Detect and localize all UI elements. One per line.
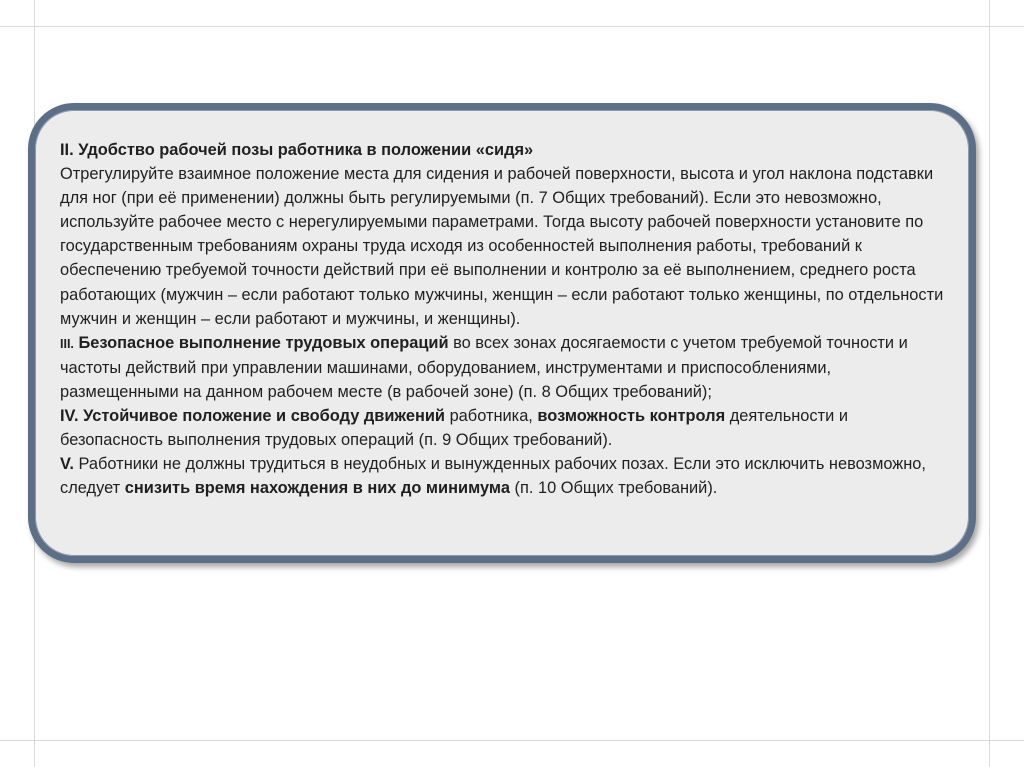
section-3: [60, 331, 950, 404]
section-5-rest: (п. 10 Общих требований).: [509, 479, 718, 498]
section-2-heading: II. Удобство рабочей позы работника в положении «сидя»: [60, 141, 534, 159]
frame-line-right: [989, 0, 990, 767]
section-4-rest: деятельности и безопасность выполнения трудовых операций (п. 9 Общих требований).: [60, 407, 848, 450]
section-4: [60, 404, 950, 452]
section-3-rest: во всех зонах досягаемости с учетом требуемой точности и частоты действий при управлении машинами, оборудованием, инструментами и приспособлениями, размещенными на данном рабочем месте (в рабочей зоне) (п. 8 Общих требований);: [60, 333, 908, 401]
section-5-numeral: V.: [60, 455, 74, 474]
section-5-bold: снизить время нахождения в них до минимума: [124, 479, 510, 498]
section-3-bold: Безопасное выполнение трудовых операций: [78, 333, 449, 352]
frame-line-top: [0, 26, 1024, 27]
section-5-text-1: Работники не должны трудиться в неудобных и вынужденных рабочих позах. Если это исключить невозможно, следует: [60, 455, 926, 498]
slide-text: [60, 138, 950, 500]
section-5: [60, 452, 950, 500]
section-2: [60, 138, 950, 331]
section-4-mid: работника,: [445, 407, 538, 426]
section-4-bold-2: возможность контроля: [537, 407, 726, 426]
section-2-body: Отрегулируйте взаимное положение места для сидения и рабочей поверхности, высота и угол наклона подставки для ног (при её применении) должны быть регулируемыми (п. 7 Общих требований). Если это невозможно, используйте рабочее место с нерегулируемыми параметрами. Тогда высоту рабочей поверхности установите по государственным требованиям охраны труда исходя из особенностей выполнения работы, требований к обеспечению требуемой точности действий при её выполнении и контролю за её выполнением, среднего роста работающих (мужчин – если работают только мужчины, женщин – если работают только женщины, по отдельности мужчин и женщин – если работают и мужчины, и женщины).: [60, 165, 944, 328]
frame-line-bottom: [0, 740, 1024, 741]
section-3-numeral: III.: [60, 336, 74, 351]
section-4-bold-1: IV. Устойчивое положение и свободу движений: [60, 407, 446, 426]
